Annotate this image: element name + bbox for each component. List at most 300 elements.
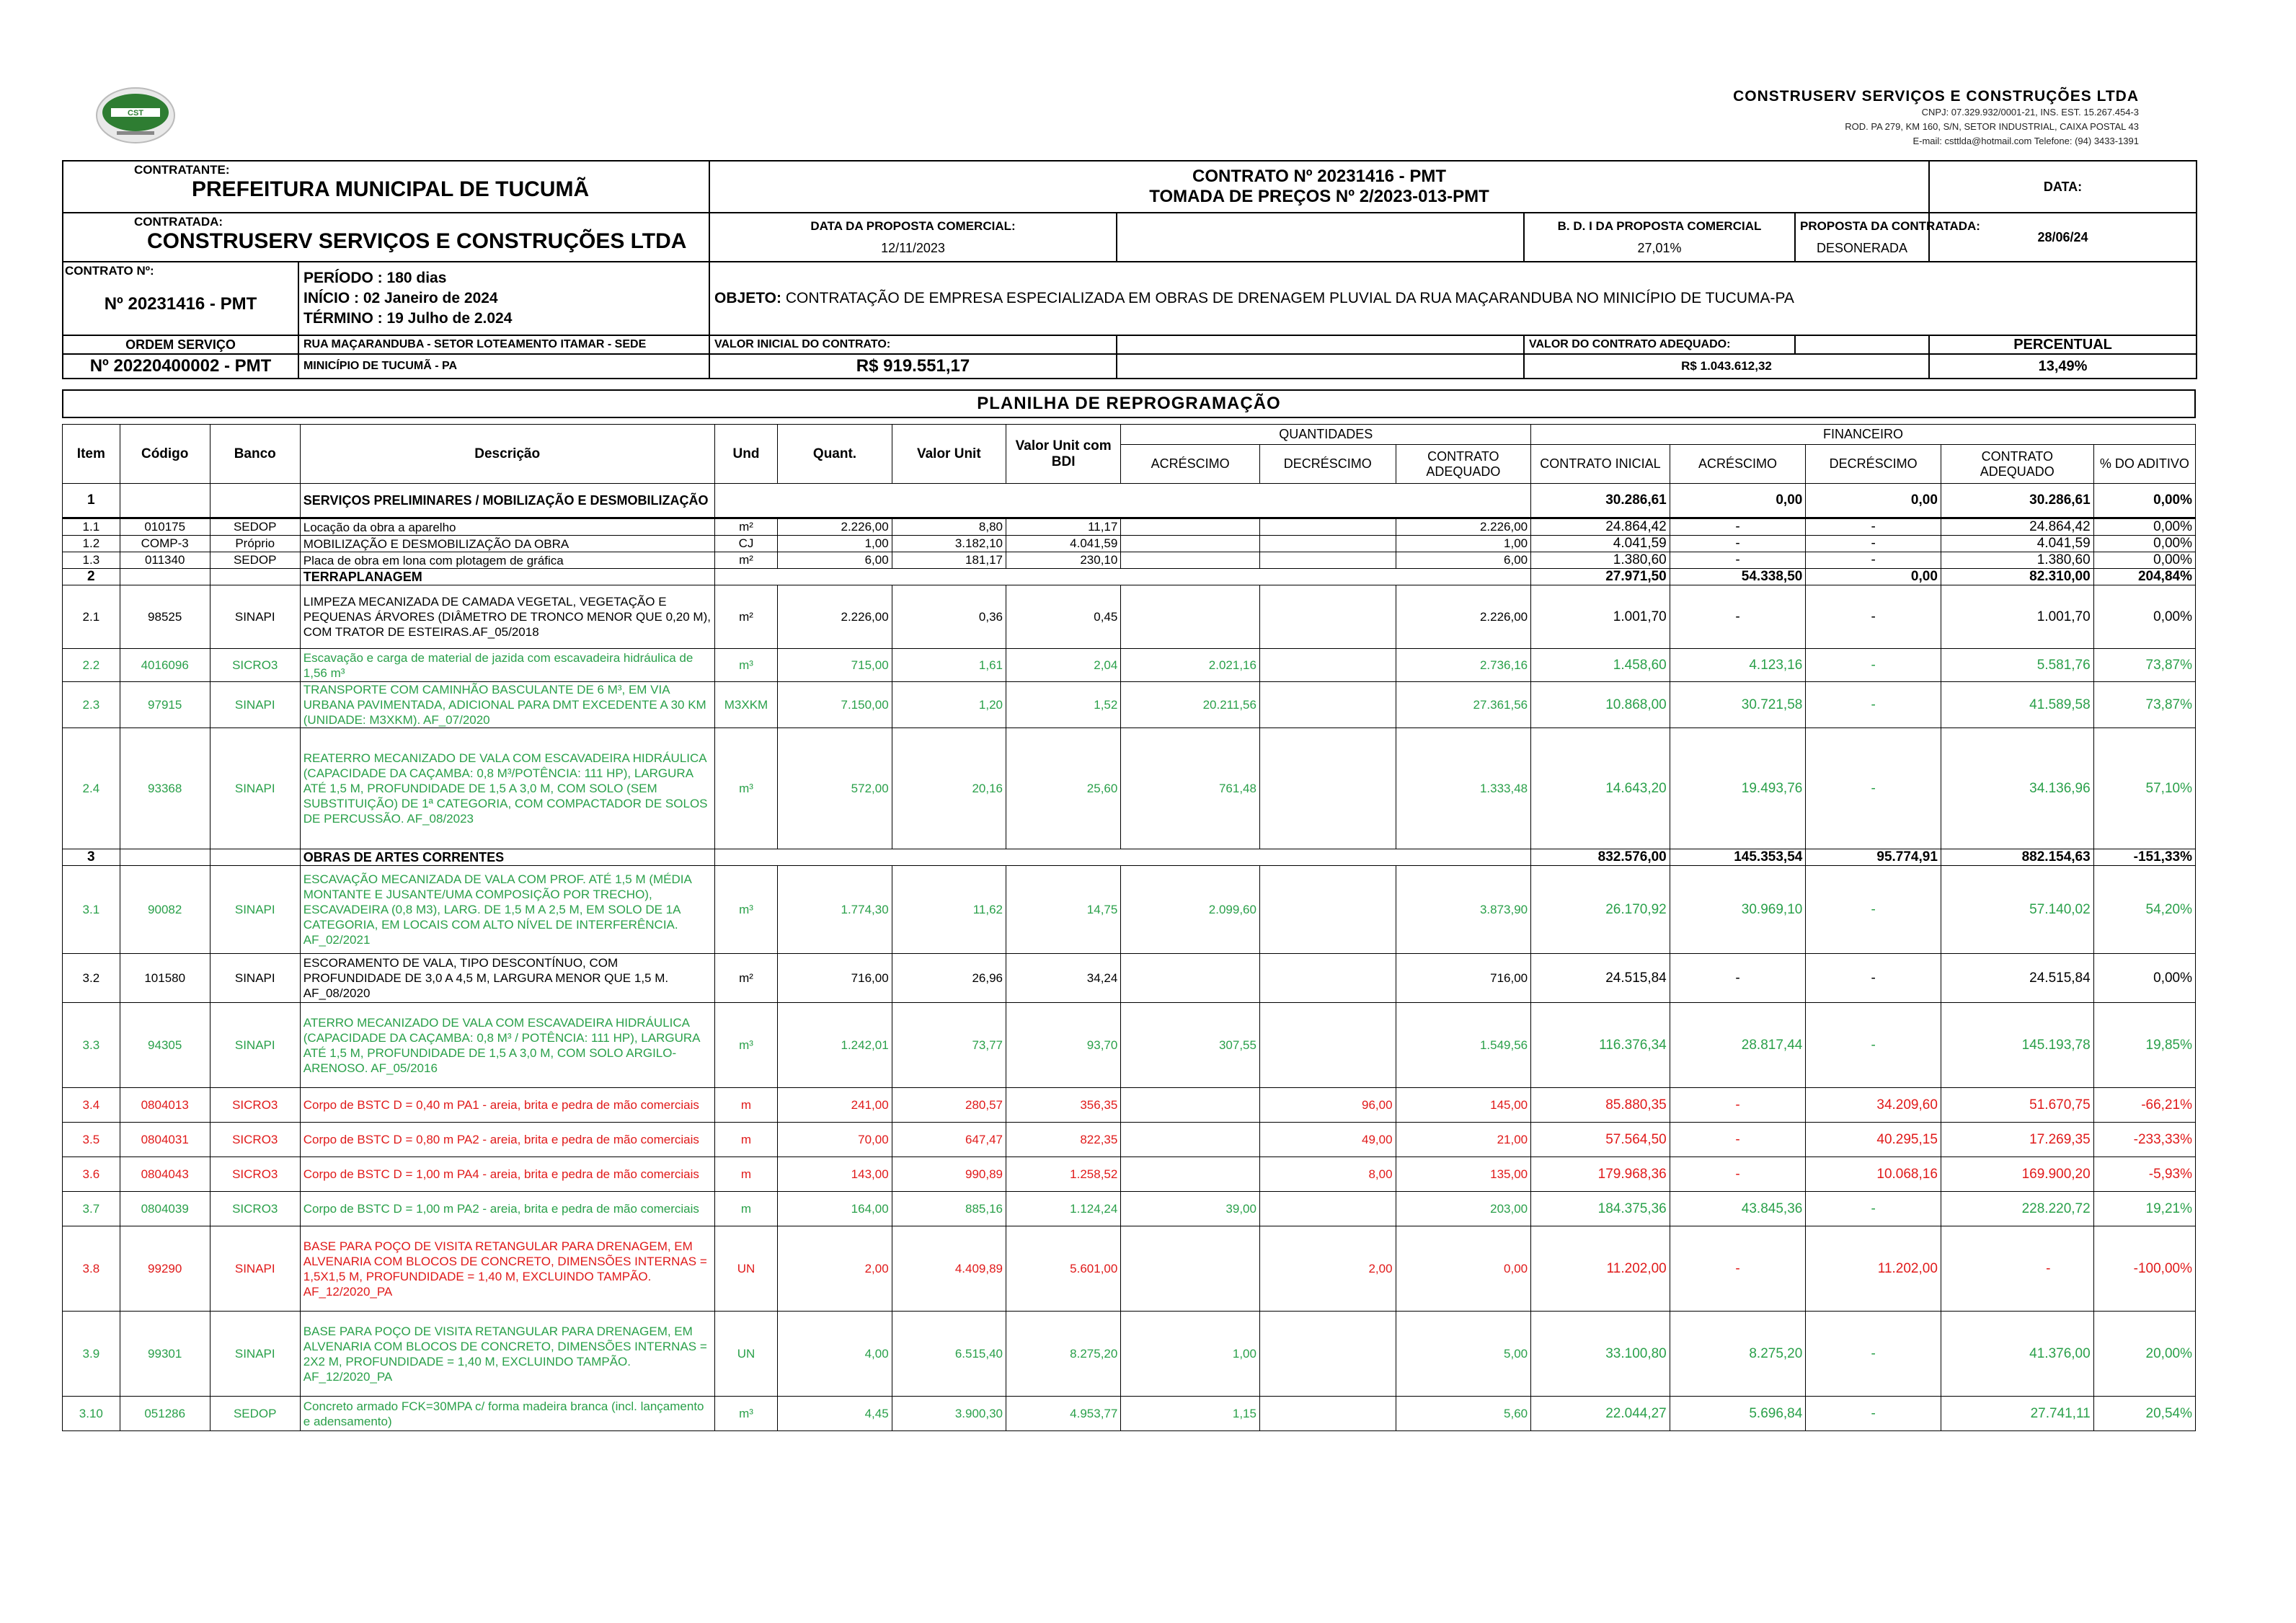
table-row — [63, 1003, 2196, 1088]
svg-text:CST: CST — [128, 109, 143, 118]
cell-acr — [1121, 585, 1260, 649]
cell-fd: - — [1806, 728, 1941, 849]
cell-banco: SINAPI — [210, 866, 300, 954]
cell-banco: SINAPI — [210, 682, 300, 728]
cell-vu: 280,57 — [892, 1088, 1006, 1123]
cell-desc: REATERRO MECANIZADO DE VALA COM ESCAVADEIRA HIDRÁULICA (CAPACIDADE DA CAÇAMBA: 0,8 M³/POTÊNCIA: 111 HP), LARGURA ATÉ 1,5 M, PROFUNDIDADE DE 1,5 A 3,0 M, COM SOLO (SEM SUBSTITUIÇÃO) DE 1ª CATEGORIA, COM COMPACTADOR DE SOLOS DE PERCUSSÃO. AF_08/2023 — [300, 728, 714, 849]
ordem-label: ORDEM SERVIÇO — [63, 335, 298, 354]
cell-cod: 011340 — [120, 552, 210, 569]
valor-adequado-label: VALOR DO CONTRATO ADEQUADO: — [1524, 335, 1795, 354]
cell-item: 3.7 — [63, 1192, 120, 1226]
percentual-label: PERCENTUAL — [1929, 335, 2197, 354]
cell-desc: Concreto armado FCK=30MPA c/ forma madeira branca (incl. lançamento e adensamento) — [300, 1397, 714, 1431]
col-contrato-adequado: CONTRATO ADEQUADO — [1396, 445, 1531, 484]
cell-desc: Corpo de BSTC D = 1,00 m PA4 - areia, brita e pedra de mão comerciais — [300, 1157, 714, 1192]
cell-fa: - — [1670, 954, 1806, 1003]
cell-cod: 98525 — [120, 585, 210, 649]
bdi-value: 27,01% — [1637, 240, 1682, 255]
table-row — [63, 1123, 2196, 1157]
cell-ca: 135,00 — [1396, 1157, 1531, 1192]
cell-ci: 30.286,61 — [1531, 484, 1670, 518]
cell-desc: OBRAS DE ARTES CORRENTES — [300, 849, 714, 866]
cell-ca: 2.226,00 — [1396, 585, 1531, 649]
contrato-n-cell — [63, 262, 298, 335]
cell-cod: 90082 — [120, 866, 210, 954]
cell-quant: 70,00 — [778, 1123, 892, 1157]
cell-vu: 990,89 — [892, 1157, 1006, 1192]
cell-fd: - — [1806, 518, 1941, 536]
cell-item: 2.3 — [63, 682, 120, 728]
cell-pct: -5,93% — [2093, 1157, 2195, 1192]
cell-desc: LIMPEZA MECANIZADA DE CAMADA VEGETAL, VEGETAÇÃO E PEQUENAS ÁRVORES (DIÂMETRO DE TRONCO MENOR QUE 0,20 M), COM TRATOR DE ESTEIRAS.AF_05/2018 — [300, 585, 714, 649]
cell-quant: 1.242,01 — [778, 1003, 892, 1088]
cell-quant: 572,00 — [778, 728, 892, 849]
cell-pct: -151,33% — [2093, 849, 2195, 866]
table-row — [63, 518, 2196, 536]
cell-item: 3.8 — [63, 1226, 120, 1312]
cell-pct: 0,00% — [2093, 536, 2195, 552]
cell-blank — [714, 569, 1531, 585]
cell-dec — [1259, 585, 1396, 649]
cell-vu: 0,36 — [892, 585, 1006, 649]
cell-cod: 99301 — [120, 1312, 210, 1397]
cell-quant: 2.226,00 — [778, 585, 892, 649]
cell-und: m — [714, 1088, 778, 1123]
cell-fa: 54.338,50 — [1670, 569, 1806, 585]
cell-ci: 85.880,35 — [1531, 1088, 1670, 1123]
cell-cod: 051286 — [120, 1397, 210, 1431]
cell-cod: 99290 — [120, 1226, 210, 1312]
cell-und: m³ — [714, 1003, 778, 1088]
cell-fd: 95.774,91 — [1806, 849, 1941, 866]
cell-fa: 30.721,58 — [1670, 682, 1806, 728]
cell-item: 1.1 — [63, 518, 120, 536]
cell-und: m³ — [714, 728, 778, 849]
cell-blank — [210, 484, 300, 518]
col-quant: Quant. — [778, 425, 892, 484]
cell-fca: 1.380,60 — [1941, 552, 2093, 569]
cell-fca: 51.670,75 — [1941, 1088, 2093, 1123]
col-acrescimo: ACRÉSCIMO — [1121, 445, 1260, 484]
cell-fd: - — [1806, 954, 1941, 1003]
proposta-value: DESONERADA — [1817, 240, 1908, 255]
contrato-n-value: Nº 20231416 - PMT — [104, 294, 257, 314]
cell-ca: 5,00 — [1396, 1312, 1531, 1397]
cell-fca: 57.140,02 — [1941, 866, 2093, 954]
col-valor-bdi: Valor Unit com BDI — [1006, 425, 1121, 484]
cell-blank — [714, 849, 1531, 866]
contratada-cell — [63, 213, 709, 262]
cell-ci: 1.458,60 — [1531, 649, 1670, 682]
col-codigo: Código — [120, 425, 210, 484]
table-row — [63, 1397, 2196, 1431]
cell-pct: 19,85% — [2093, 1003, 2195, 1088]
cell-fa: 43.845,36 — [1670, 1192, 1806, 1226]
cell-pct: 0,00% — [2093, 552, 2195, 569]
cell-quant: 241,00 — [778, 1088, 892, 1123]
cell-pct: 0,00% — [2093, 484, 2195, 518]
valor-inicial: R$ 919.551,17 — [709, 354, 1117, 379]
cell-und: UN — [714, 1312, 778, 1397]
cell-ca: 716,00 — [1396, 954, 1531, 1003]
cell-acr: 761,48 — [1121, 728, 1260, 849]
cell-fd: 40.295,15 — [1806, 1123, 1941, 1157]
empty-cell — [1117, 213, 1524, 262]
cell-dec: 8,00 — [1259, 1157, 1396, 1192]
cell-blank — [210, 569, 300, 585]
company-contact: E-mail: csttlda@hotmail.com Telefone: (94) 3433-1391 — [1912, 136, 2139, 146]
data-proposta-label: DATA DA PROPOSTA COMERCIAL: — [810, 218, 1016, 233]
valor-inicial-label: VALOR INICIAL DO CONTRATO: — [709, 335, 1117, 354]
periodo: PERÍODO : 180 dias — [303, 270, 447, 286]
cell-fca: 1.001,70 — [1941, 585, 2093, 649]
cell-desc: ATERRO MECANIZADO DE VALA COM ESCAVADEIRA HIDRÁULICA (CAPACIDADE DA CAÇAMBA: 0,8 M³ / POTÊNCIA: 111 HP), LARGURA ATÉ 1,5 M, PROFUNDIDADE DE 1,5 A 3,0 M, COM SOLO ARGILO-ARENOSO. AF_05/2016 — [300, 1003, 714, 1088]
col-und: Und — [714, 425, 778, 484]
cell-dec — [1259, 518, 1396, 536]
cell-banco: SEDOP — [210, 518, 300, 536]
cell-dec: 49,00 — [1259, 1123, 1396, 1157]
cell-und: CJ — [714, 536, 778, 552]
cell-desc: Corpo de BSTC D = 1,00 m PA2 - areia, brita e pedra de mão comerciais — [300, 1192, 714, 1226]
cell-quant: 6,00 — [778, 552, 892, 569]
cell-fa: - — [1670, 518, 1806, 536]
cell-ca: 145,00 — [1396, 1088, 1531, 1123]
cell-banco: SICRO3 — [210, 1157, 300, 1192]
bdi-label: B. D. I DA PROPOSTA COMERCIAL — [1557, 218, 1762, 233]
cell-quant: 2,00 — [778, 1226, 892, 1312]
cell-item: 3.10 — [63, 1397, 120, 1431]
col-fin-contrato-adequado: CONTRATO ADEQUADO — [1941, 445, 2093, 484]
cell-desc: BASE PARA POÇO DE VISITA RETANGULAR PARA DRENAGEM, EM ALVENARIA COM BLOCOS DE CONCRETO, DIMENSÕES INTERNAS = 1,5X1,5 M, PROFUNDIDADE = 1,40 M, EXCLUINDO TAMPÃO. AF_12/2020_PA — [300, 1226, 714, 1312]
cell-desc: Corpo de BSTC D = 0,80 m PA2 - areia, brita e pedra de mão comerciais — [300, 1123, 714, 1157]
cell-vbdi: 11,17 — [1006, 518, 1121, 536]
cell-acr — [1121, 518, 1260, 536]
cell-item: 1.2 — [63, 536, 120, 552]
cell-vu: 20,16 — [892, 728, 1006, 849]
table-row — [63, 1192, 2196, 1226]
table-row — [63, 552, 2196, 569]
cell-blank — [210, 849, 300, 866]
cell-acr — [1121, 1226, 1260, 1312]
cell-fd: 0,00 — [1806, 484, 1941, 518]
cell-banco: SINAPI — [210, 1003, 300, 1088]
cell-fca: 169.900,20 — [1941, 1157, 2093, 1192]
company-logo — [95, 87, 176, 144]
cell-fa: - — [1670, 1123, 1806, 1157]
cell-fa: - — [1670, 536, 1806, 552]
cell-ci: 27.971,50 — [1531, 569, 1670, 585]
table-row — [63, 649, 2196, 682]
cell-pct: 73,87% — [2093, 649, 2195, 682]
cell-vu: 181,17 — [892, 552, 1006, 569]
cell-acr: 20.211,56 — [1121, 682, 1260, 728]
cell-ca: 5,60 — [1396, 1397, 1531, 1431]
cell-vu: 1,20 — [892, 682, 1006, 728]
cell-item: 3.2 — [63, 954, 120, 1003]
cell-ca: 1.549,56 — [1396, 1003, 1531, 1088]
valor-adequado: R$ 1.043.612,32 — [1524, 354, 1929, 379]
cell-ca: 21,00 — [1396, 1123, 1531, 1157]
cell-desc: SERVIÇOS PRELIMINARES / MOBILIZAÇÃO E DESMOBILIZAÇÃO — [300, 484, 714, 518]
cell-quant: 2.226,00 — [778, 518, 892, 536]
cell-acr: 39,00 — [1121, 1192, 1260, 1226]
data-value: 28/06/24 — [1929, 213, 2197, 262]
cell-fca: 41.376,00 — [1941, 1312, 2093, 1397]
cell-ca: 1.333,48 — [1396, 728, 1531, 849]
cell-quant: 715,00 — [778, 649, 892, 682]
cell-quant: 4,45 — [778, 1397, 892, 1431]
table-row — [63, 1312, 2196, 1397]
cell-fa: - — [1670, 552, 1806, 569]
cell-dec: 96,00 — [1259, 1088, 1396, 1123]
cell-fa: 145.353,54 — [1670, 849, 1806, 866]
cell-quant: 1,00 — [778, 536, 892, 552]
cell-banco: SINAPI — [210, 1226, 300, 1312]
cell-fa: 28.817,44 — [1670, 1003, 1806, 1088]
cell-pct: 0,00% — [2093, 518, 2195, 536]
cell-pct: 54,20% — [2093, 866, 2195, 954]
cell-dec — [1259, 552, 1396, 569]
cell-ci: 1.380,60 — [1531, 552, 1670, 569]
col-aditivo: % DO ADITIVO — [2093, 445, 2195, 484]
cell-fd: 11.202,00 — [1806, 1226, 1941, 1312]
cell-desc: TRANSPORTE COM CAMINHÃO BASCULANTE DE 6 M³, EM VIA URBANA PAVIMENTADA, ADICIONAL PARA DMT EXCEDENTE A 30 KM (UNIDADE: M3XKM). AF_07/2020 — [300, 682, 714, 728]
cell-pct: -233,33% — [2093, 1123, 2195, 1157]
empty-cell — [1117, 335, 1524, 354]
local-line2: MINICÍPIO DE TUCUMÃ - PA — [298, 354, 709, 379]
cell-ca: 2.736,16 — [1396, 649, 1531, 682]
cell-fa: 4.123,16 — [1670, 649, 1806, 682]
ordem-value: Nº 20220400002 - PMT — [63, 354, 298, 379]
cell-fca: 145.193,78 — [1941, 1003, 2093, 1088]
contratada-name: CONSTRUSERV SERVIÇOS E CONSTRUÇÕES LTDA — [147, 229, 687, 253]
cell-acr: 307,55 — [1121, 1003, 1260, 1088]
cell-und: m³ — [714, 1397, 778, 1431]
cell-item: 1.3 — [63, 552, 120, 569]
cell-banco: SICRO3 — [210, 1088, 300, 1123]
objeto-text: CONTRATAÇÃO DE EMPRESA ESPECIALIZADA EM OBRAS DE DRENAGEM PLUVIAL DA RUA MAÇARANDUBA NO MINICÍPIO DE TUCUMA-PA — [785, 290, 1794, 306]
cell-vu: 11,62 — [892, 866, 1006, 954]
col-valor-unit: Valor Unit — [892, 425, 1006, 484]
cell-vbdi: 93,70 — [1006, 1003, 1121, 1088]
cell-dec — [1259, 728, 1396, 849]
cell-pct: 204,84% — [2093, 569, 2195, 585]
cell-vbdi: 0,45 — [1006, 585, 1121, 649]
cell-vbdi: 25,60 — [1006, 728, 1121, 849]
cell-vbdi: 1.258,52 — [1006, 1157, 1121, 1192]
col-banco: Banco — [210, 425, 300, 484]
cell-vbdi: 34,24 — [1006, 954, 1121, 1003]
cell-ci: 1.001,70 — [1531, 585, 1670, 649]
group-row — [63, 484, 2196, 518]
cell-dec — [1259, 954, 1396, 1003]
cell-ci: 11.202,00 — [1531, 1226, 1670, 1312]
cell-item: 3.5 — [63, 1123, 120, 1157]
cell-vbdi: 5.601,00 — [1006, 1226, 1121, 1312]
company-name: CONSTRUSERV SERVIÇOS E CONSTRUÇÕES LTDA — [1733, 88, 2139, 105]
cell-blank — [714, 484, 1531, 518]
cell-ca: 0,00 — [1396, 1226, 1531, 1312]
col-fin-decrescimo: DECRÉSCIMO — [1806, 445, 1941, 484]
cell-item: 3.3 — [63, 1003, 120, 1088]
cell-vbdi: 4.041,59 — [1006, 536, 1121, 552]
cell-item: 2.1 — [63, 585, 120, 649]
cell-und: m³ — [714, 866, 778, 954]
objeto-cell — [709, 262, 2197, 335]
cell-fa: 8.275,20 — [1670, 1312, 1806, 1397]
contratante-cell — [63, 161, 709, 213]
cell-vu: 8,80 — [892, 518, 1006, 536]
cell-desc: Placa de obra em lona com plotagem de gráfica — [300, 552, 714, 569]
cell-dec — [1259, 536, 1396, 552]
company-info — [1733, 88, 2139, 149]
cell-cod: 0804031 — [120, 1123, 210, 1157]
cell-pct: 19,21% — [2093, 1192, 2195, 1226]
empty-cell — [1117, 354, 1524, 379]
cell-dec — [1259, 1312, 1396, 1397]
cell-fca: 882.154,63 — [1941, 849, 2093, 866]
contratante-name: PREFEITURA MUNICIPAL DE TUCUMÃ — [192, 177, 590, 201]
cell-vbdi: 230,10 — [1006, 552, 1121, 569]
cell-ci: 24.515,84 — [1531, 954, 1670, 1003]
cell-acr: 2.099,60 — [1121, 866, 1260, 954]
cell-item: 3.4 — [63, 1088, 120, 1123]
cell-fca: 27.741,11 — [1941, 1397, 2093, 1431]
col-quantidades: QUANTIDADES — [1121, 425, 1531, 445]
cell-ci: 4.041,59 — [1531, 536, 1670, 552]
cell-vu: 6.515,40 — [892, 1312, 1006, 1397]
empty-cell — [1795, 335, 1929, 354]
col-decrescimo: DECRÉSCIMO — [1259, 445, 1396, 484]
cell-ci: 33.100,80 — [1531, 1312, 1670, 1397]
cell-ci: 24.864,42 — [1531, 518, 1670, 536]
cell-dec — [1259, 866, 1396, 954]
cell-fa: 5.696,84 — [1670, 1397, 1806, 1431]
cell-ca: 203,00 — [1396, 1192, 1531, 1226]
cell-acr — [1121, 954, 1260, 1003]
table-row — [63, 1088, 2196, 1123]
contrato-n-label: CONTRATO Nº: — [65, 264, 154, 278]
cell-cod: 93368 — [120, 728, 210, 849]
cell-fa: - — [1670, 1088, 1806, 1123]
cell-vu: 885,16 — [892, 1192, 1006, 1226]
data-proposta-value: 12/11/2023 — [881, 240, 945, 255]
cell-cod: 0804043 — [120, 1157, 210, 1192]
cell-dec — [1259, 1397, 1396, 1431]
cell-dec — [1259, 1003, 1396, 1088]
cell-item: 3.6 — [63, 1157, 120, 1192]
contratada-label: CONTRATADA: — [134, 215, 223, 229]
cell-banco: SINAPI — [210, 585, 300, 649]
cell-ci: 57.564,50 — [1531, 1123, 1670, 1157]
cell-banco: SICRO3 — [210, 649, 300, 682]
cell-fd: - — [1806, 866, 1941, 954]
cell-vu: 647,47 — [892, 1123, 1006, 1157]
cell-cod: 4016096 — [120, 649, 210, 682]
table-row — [63, 682, 2196, 728]
cell-banco: SINAPI — [210, 728, 300, 849]
cell-und: m² — [714, 518, 778, 536]
contract-header — [62, 160, 2197, 379]
cell-blank — [120, 484, 210, 518]
cell-vu: 73,77 — [892, 1003, 1006, 1088]
cell-acr: 1,00 — [1121, 1312, 1260, 1397]
cell-pct: 20,00% — [2093, 1312, 2195, 1397]
cell-und: m — [714, 1123, 778, 1157]
cell-quant: 1.774,30 — [778, 866, 892, 954]
table-row — [63, 1157, 2196, 1192]
cell-fd: - — [1806, 552, 1941, 569]
contrato-title: CONTRATO Nº 20231416 - PMT — [1192, 167, 1447, 186]
cell-fd: - — [1806, 1003, 1941, 1088]
col-fin-acrescimo: ACRÉSCIMO — [1670, 445, 1806, 484]
cell-fca: 30.286,61 — [1941, 484, 2093, 518]
cell-fca: 228.220,72 — [1941, 1192, 2093, 1226]
cell-vbdi: 2,04 — [1006, 649, 1121, 682]
cell-vu: 1,61 — [892, 649, 1006, 682]
cell-und: m³ — [714, 649, 778, 682]
cell-und: M3XKM — [714, 682, 778, 728]
inicio: INÍCIO : 02 Janeiro de 2024 — [303, 290, 498, 306]
cell-acr — [1121, 536, 1260, 552]
cell-pct: 73,87% — [2093, 682, 2195, 728]
cell-fd: - — [1806, 649, 1941, 682]
company-address: ROD. PA 279, KM 160, S/N, SETOR INDUSTRIAL, CAIXA POSTAL 43 — [1845, 121, 2139, 132]
termino: TÉRMINO : 19 Julho de 2.024 — [303, 310, 513, 327]
cell-acr — [1121, 1088, 1260, 1123]
cell-banco: SICRO3 — [210, 1192, 300, 1226]
group-row — [63, 849, 2196, 866]
cell-acr: 1,15 — [1121, 1397, 1260, 1431]
cell-item: 3.9 — [63, 1312, 120, 1397]
group-row — [63, 569, 2196, 585]
cell-banco: SINAPI — [210, 954, 300, 1003]
table-row — [63, 954, 2196, 1003]
cell-fca: 4.041,59 — [1941, 536, 2093, 552]
cell-fca: 34.136,96 — [1941, 728, 2093, 849]
cell-quant: 143,00 — [778, 1157, 892, 1192]
cell-fca: 24.515,84 — [1941, 954, 2093, 1003]
cell-und: m² — [714, 552, 778, 569]
cell-fd: - — [1806, 585, 1941, 649]
cell-desc: TERRAPLANAGEM — [300, 569, 714, 585]
cell-quant: 716,00 — [778, 954, 892, 1003]
table-row — [63, 728, 2196, 849]
cell-vbdi: 356,35 — [1006, 1088, 1121, 1123]
cell-cod: 0804013 — [120, 1088, 210, 1123]
cell-acr: 2.021,16 — [1121, 649, 1260, 682]
cell-vbdi: 4.953,77 — [1006, 1397, 1121, 1431]
cell-blank — [120, 849, 210, 866]
cell-pct: 0,00% — [2093, 585, 2195, 649]
tomada-precos: TOMADA DE PREÇOS Nº 2/2023-013-PMT — [1149, 187, 1489, 206]
cell-ci: 10.868,00 — [1531, 682, 1670, 728]
cell-fa: - — [1670, 585, 1806, 649]
contrato-cell — [709, 161, 1929, 213]
cell-acr — [1121, 1157, 1260, 1192]
cell-und: m² — [714, 585, 778, 649]
cell-fd: - — [1806, 536, 1941, 552]
cell-cod: 97915 — [120, 682, 210, 728]
cell-fca: 17.269,35 — [1941, 1123, 2093, 1157]
cell-vbdi: 822,35 — [1006, 1123, 1121, 1157]
cell-ca: 1,00 — [1396, 536, 1531, 552]
cell-ci: 184.375,36 — [1531, 1192, 1670, 1226]
cell-quant: 7.150,00 — [778, 682, 892, 728]
cell-und: m — [714, 1192, 778, 1226]
cell-ca: 3.873,90 — [1396, 866, 1531, 954]
table-row — [63, 536, 2196, 552]
